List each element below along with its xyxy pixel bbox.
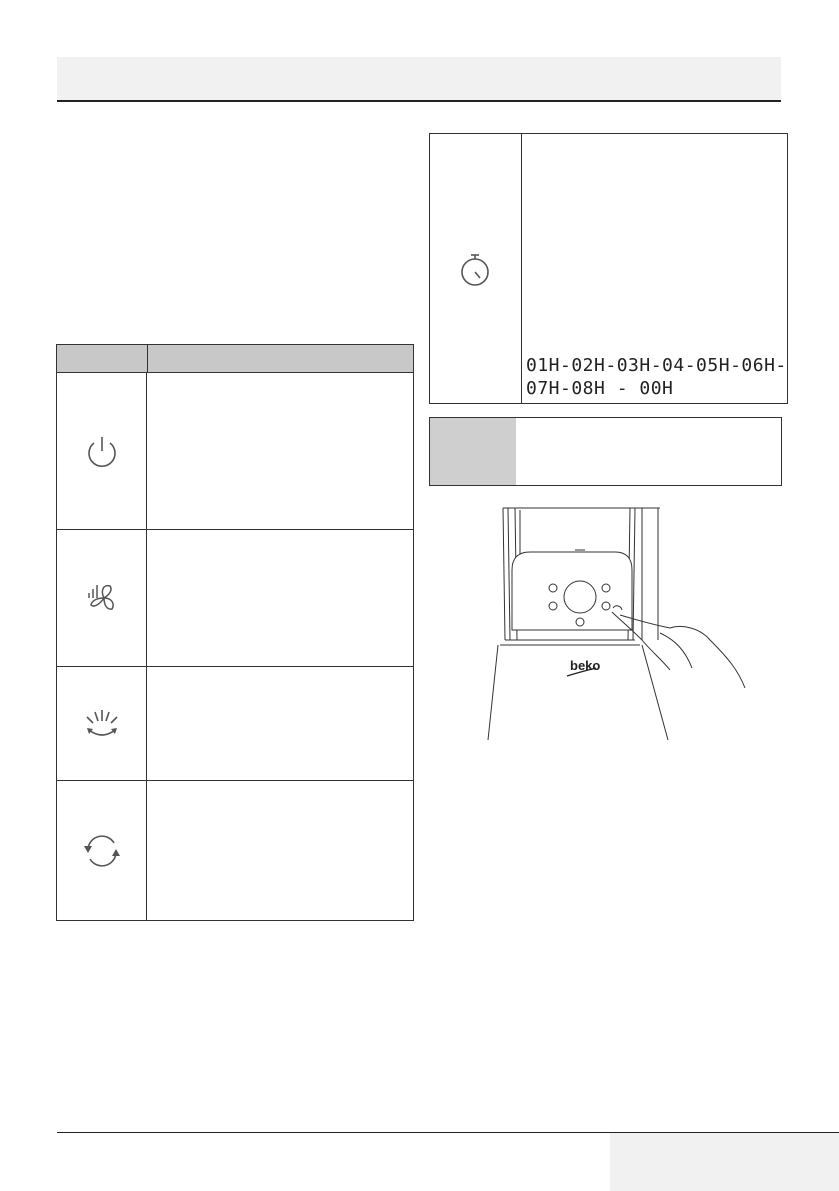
fan-speed-icon: [82, 578, 122, 618]
header-divider: [147, 345, 148, 372]
timer-steps-line2: 07H-08H - 00H: [526, 378, 674, 399]
timer-icon: [458, 252, 492, 288]
power-icon: [82, 431, 122, 471]
table-row-fan-speed: [57, 530, 413, 667]
note-label-cell: [430, 418, 516, 485]
oscillation-icon: [80, 704, 124, 744]
table-row-power: [57, 372, 413, 530]
brand-logo: beko: [570, 658, 601, 673]
timer-steps: [526, 354, 788, 400]
controls-table: [56, 344, 414, 921]
timer-divider: [521, 134, 522, 403]
page-header-band: [57, 57, 781, 102]
controls-table-header: [57, 345, 413, 373]
timer-steps-line1: 01H-02H-03H-04-05H-06H-: [526, 355, 787, 376]
mode-cycle-icon: [80, 829, 124, 873]
page-number-block: [610, 1133, 839, 1191]
timer-table: [429, 133, 788, 404]
note-box: [429, 417, 782, 486]
table-row-oscillation: [57, 667, 413, 781]
device-illustration: [470, 500, 750, 745]
table-row-mode: [57, 781, 413, 920]
